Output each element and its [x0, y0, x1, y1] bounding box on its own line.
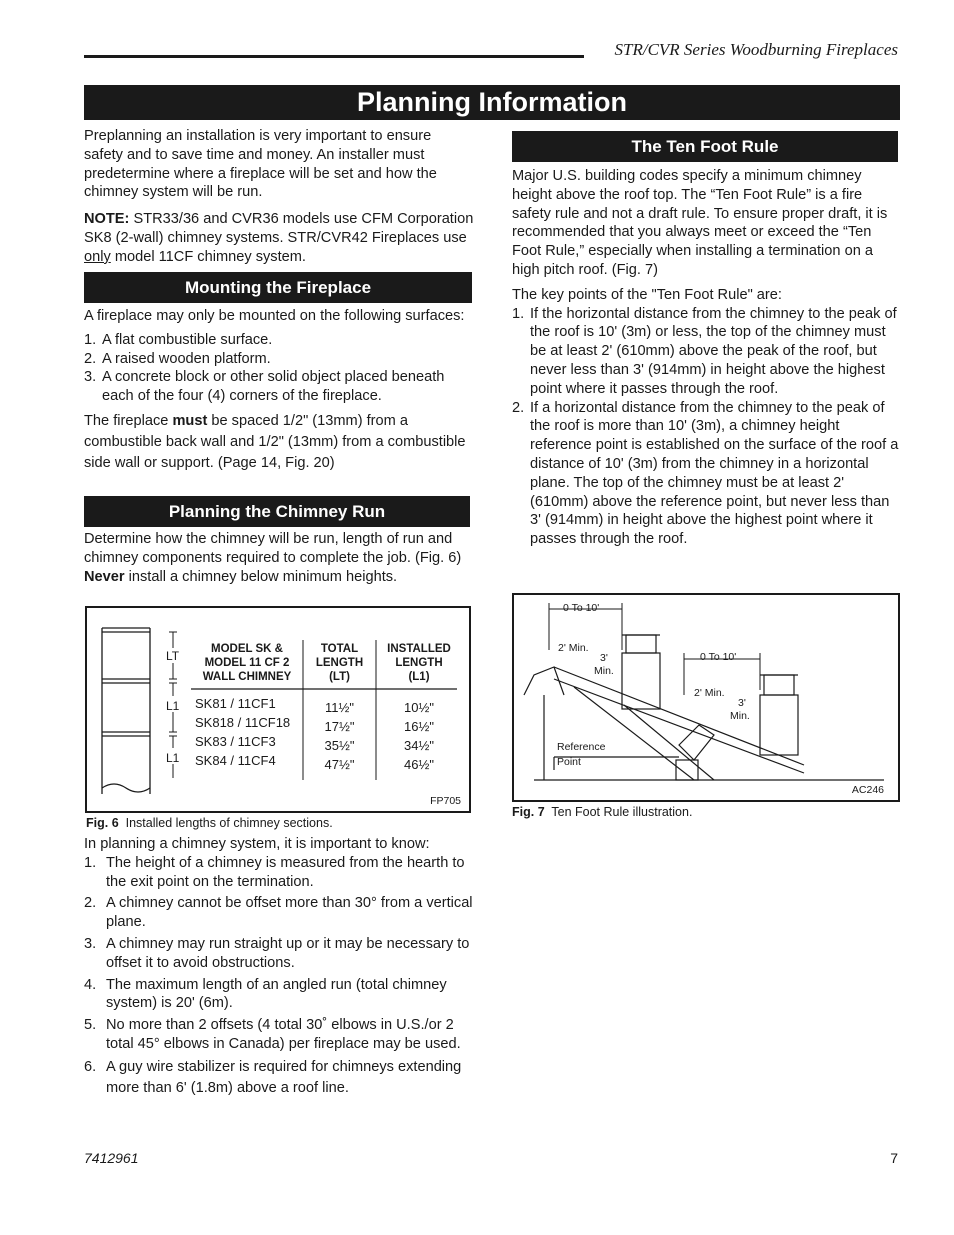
note-text-a: STR33/36 and CVR36 models use CFM Corporation SK8 (2-wall) chimney systems. STR/CVR42 Fireplaces use — [84, 211, 474, 246]
min-label: 2' Min. — [694, 687, 725, 699]
figure-7-caption: Fig. 7 Ten Foot Rule illustration. — [512, 805, 693, 819]
list-item: 1. The height of a chimney is measured from the hearth to the exit point on the termination. — [84, 854, 465, 890]
ten-foot-intro: Major U.S. building codes specify a minimum chimney height above the roof top. The “Ten Foot Rule” is a fire safety rule and not a draft rule. To ensure proper draft, it is recommended that you always meet or exceed the “Ten Foot Rule,” especially when installing a termination on a high pitch roof. (Fig. 7) — [512, 168, 888, 278]
figure-code: AC246 — [851, 784, 884, 796]
reference-label: Reference — [557, 741, 606, 753]
note-only: only — [84, 248, 111, 265]
mounting-intro: A fireplace may only be mounted on the following surfaces: — [84, 308, 465, 324]
total-column — [303, 698, 376, 774]
list-item: 5. No more than 2 offsets (4 total 30˚ elbows in U.S./or 2 total 45° elbows in Canada) per fireplace may be used. — [84, 1017, 461, 1052]
model-column — [195, 694, 303, 770]
header-rule — [84, 55, 584, 58]
min-label: Min. — [730, 710, 750, 722]
figure-6-caption: Fig. 6 Installed lengths of chimney sections. — [86, 816, 333, 830]
note-label: NOTE: — [84, 211, 130, 228]
table-cell: 46½" — [404, 757, 434, 772]
table-cell: 16½" — [404, 719, 434, 734]
table-cell: 34½" — [404, 738, 434, 753]
table-cell: 10½" — [404, 700, 434, 715]
figure-7 — [512, 593, 900, 802]
lt-label: LT — [166, 649, 180, 663]
note-paragraph — [84, 210, 474, 266]
min-label: 2' Min. — [558, 642, 589, 654]
table-cell: 47½" — [324, 757, 355, 772]
table-cell: SK818 / 11CF18 — [195, 715, 291, 730]
l1-label: L1 — [166, 751, 180, 765]
document-number: 7412961 — [84, 1150, 139, 1166]
list-item: 6. A guy wire stabilizer is required for chimneys extending more than 6' (1.8m) above a roof line. — [84, 1058, 462, 1096]
table-cell: 17½" — [324, 719, 355, 734]
distance-label: 0 To 10' — [700, 651, 737, 663]
figure-6 — [85, 606, 471, 813]
distance-label: 0 To 10' — [563, 602, 600, 614]
list-item: 1. A flat combustible surface. — [84, 331, 273, 348]
know-list — [84, 854, 476, 1099]
spacing-must: must — [172, 412, 208, 429]
reference-label: Point — [557, 756, 581, 768]
table-cell: SK83 / 11CF3 — [195, 734, 276, 749]
table-cell: SK81 / 11CF1 — [195, 696, 276, 711]
table-cell: SK84 / 11CF4 — [195, 753, 276, 768]
list-item: 2. A chimney cannot be offset more than 30° from a vertical plane. — [84, 895, 473, 931]
mounting-list — [84, 331, 474, 406]
col-installed-header: INSTALLED LENGTH (L1) — [387, 643, 451, 683]
col-model-header: MODEL SK & MODEL 11 CF 2 WALL CHIMNEY — [202, 643, 292, 683]
series-title: STR/CVR Series Woodburning Fireplaces — [614, 40, 898, 59]
table-cell: 35½" — [324, 738, 355, 753]
intro-text: Preplanning an installation is very important to ensure safety and to save time and money. An installer must predetermine where a fireplace will be set and how the chimney system will be run. — [84, 128, 437, 201]
chimney-never: Never — [84, 568, 125, 585]
min-label: 3' — [600, 652, 608, 664]
table-cell: 11½" — [325, 700, 354, 715]
key-points-intro: The key points of the "Ten Foot Rule" are: — [512, 286, 782, 303]
min-label: 3' — [738, 697, 746, 709]
chimney-intro: Determine how the chimney will be run, length of run and chimney components required to complete the job. (Fig. 6) Never install a chimney below minimum heights. — [84, 531, 462, 585]
list-item: 2. A raised wooden platform. — [84, 350, 271, 367]
mounting-section — [84, 307, 474, 474]
key-points-list — [512, 305, 902, 549]
l1-label: L1 — [166, 699, 180, 713]
note-text-b: model 11CF chimney system. — [114, 248, 306, 265]
section-mounting-title: Mounting the Fireplace — [84, 272, 472, 303]
list-item: 2. If a horizontal distance from the chimney to the peak of the roof is more than 10' (3m), a chimney height reference point is established on the surface of the roof a distance of 10' (3m) from the chimney in a horizontal plane. The top of the chimney must be at least 2' (610mm) above the reference point, but never less than 3' (914mm) in height above the highest point where it passes through the roof. — [512, 399, 899, 548]
list-item: 3. A concrete block or other solid object placed beneath each of the four (4) corners of the fireplace. — [84, 369, 445, 405]
list-item: 4. The maximum length of an angled run (total chimney system) is 20' (6m). — [84, 976, 447, 1012]
know-section — [84, 835, 476, 1099]
spacing-paragraph: The fireplace must be spaced 1/2" (13mm) from a combustible back wall and 1/2" (13mm) from a combustible side wall or support. (Page 14, Fig. 20) — [84, 412, 466, 471]
min-label: Min. — [594, 665, 614, 677]
page-number: 7 — [890, 1150, 898, 1166]
col-total-header: TOTAL LENGTH (LT) — [315, 643, 364, 683]
intro-paragraph — [84, 127, 474, 267]
page-title: Planning Information — [84, 85, 900, 120]
ten-foot-section — [512, 167, 902, 549]
section-chimney-title: Planning the Chimney Run — [84, 496, 470, 527]
installed-column — [376, 698, 462, 774]
figure-code: FP705 — [430, 795, 461, 807]
list-item: 3. A chimney may run straight up or it may be necessary to offset it to avoid obstructions. — [84, 935, 470, 971]
list-item: 1. If the horizontal distance from the chimney to the peak of the roof is 10' (3m) or less, the top of the chimney must be at least 2' (610mm) above the peak of the roof, but never less than 3' (914mm) in height above the highest point where it passes through the roof. — [512, 305, 897, 397]
section-ten-foot-title: The Ten Foot Rule — [512, 131, 898, 162]
know-intro: In planning a chimney system, it is important to know: — [84, 836, 430, 852]
